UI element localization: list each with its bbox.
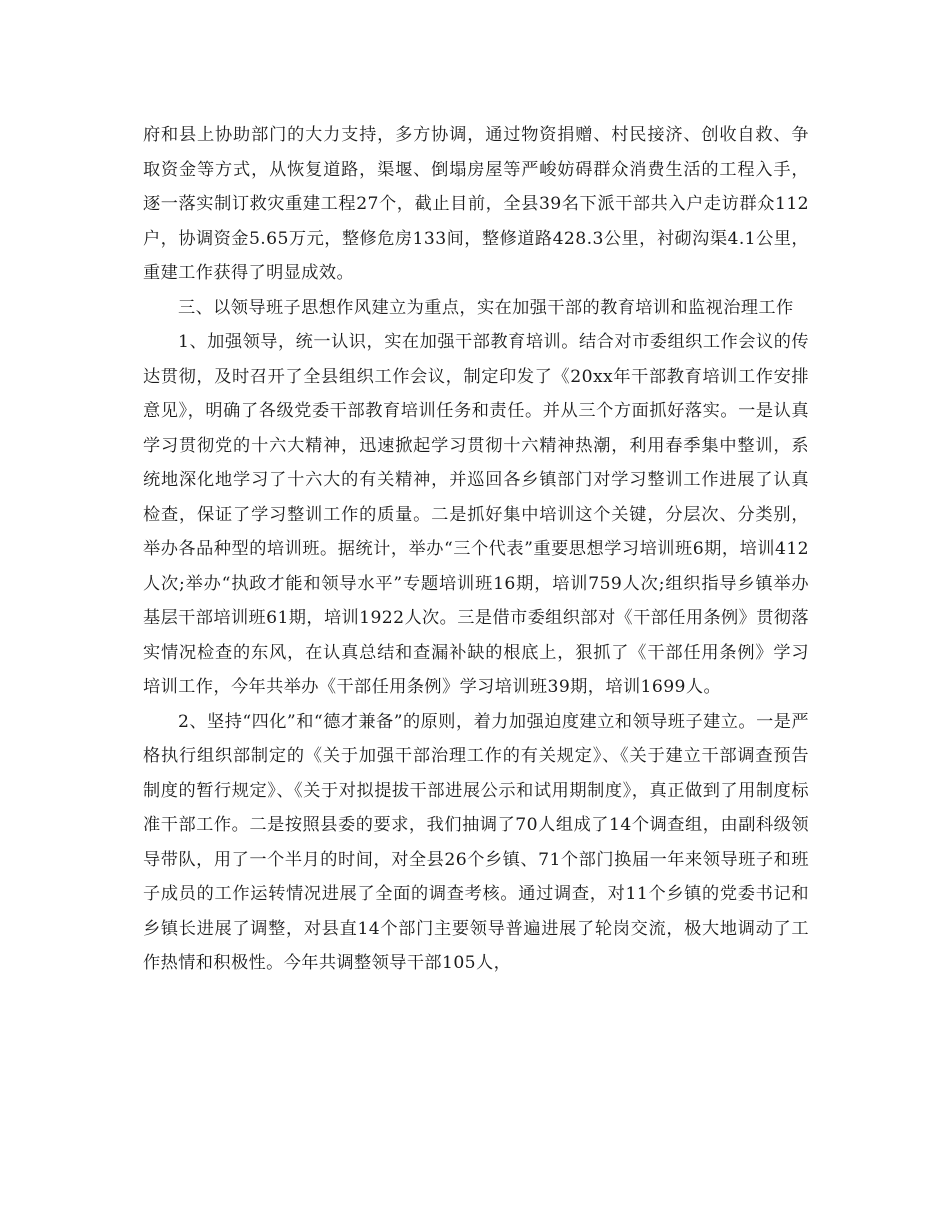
section-heading-three: 三、以领导班子思想作风建立为重点，实在加强干部的教育培训和监视治理工作 <box>178 297 794 318</box>
paragraph-relief-work: 府和县上协助部门的大力支持，多方协调，通过物资捐赠、村民接济、创收自救、争取资金等方式，从恢复道路，渠堰、倒塌房屋等严峻妨碍群众消费生活的工程入手，逐一落实制订救灾重建工程27个，截止目前，全县39名下派干部共入户走访群众112户，协调资金5.65万元，整修危房133间，整修道路428.3公里，衬砌沟渠4.1公里，重建工作获得了明显成效。 <box>143 125 809 283</box>
document-body <box>143 118 809 981</box>
paragraph-training: 1、加强领导，统一认识，实在加强干部教育培训。结合对市委组织工作会议的传达贯彻，及时召开了全县组织工作会议，制定印发了《20xx年干部教育培训工作安排意见》，明确了各级党委干部教育培训任务和责任。并从三个方面抓好落实。一是认真学习贯彻党的十六大精神，迅速掀起学习贯彻十六精神热潮，利用春季集中整训，系统地深化地学习了十六大的有关精神，并巡回各乡镇部门对学习整训工作进展了认真检查，保证了学习整训工作的质量。二是抓好集中培训这个关键，分层次、分类别，举办各品种型的培训班。据统计，举办“三个代表”重要思想学习培训班6期，培训412人次;举办“执政才能和领导水平”专题培训班16期，培训759人次;组织指导乡镇举办基层干部培训班61期，培训1922人次。三是借市委组织部对《干部任用条例》贯彻落实情况检查的东风，在认真总结和查漏补缺的根底上，狠抓了《干部任用条例》学习培训工作，今年共举办《干部任用条例》学习培训班39期，培训1699人。 <box>143 332 809 697</box>
paragraph-leadership: 2、坚持“四化”和“德才兼备”的原则，着力加强迫度建立和领导班子建立。一是严格执行组织部制定的《关于加强干部治理工作的有关规定》、《关于建立干部调查预告制度的暂行规定》、《关于对拟提拔干部进展公示和试用期制度》，真正做到了用制度标准干部工作。二是按照县委的要求，我们抽调了70人组成了14个调查组，由副科级领导带队，用了一个半月的时间，对全县26个乡镇、71个部门换届一年来领导班子和班子成员的工作运转情况进展了全面的调查考核。通过调查，对11个乡镇的党委书记和乡镇长进展了调整，对县直14个部门主要领导普遍进展了轮岗交流，极大地调动了工作热情和积极性。今年共调整领导干部105人， <box>143 711 809 973</box>
